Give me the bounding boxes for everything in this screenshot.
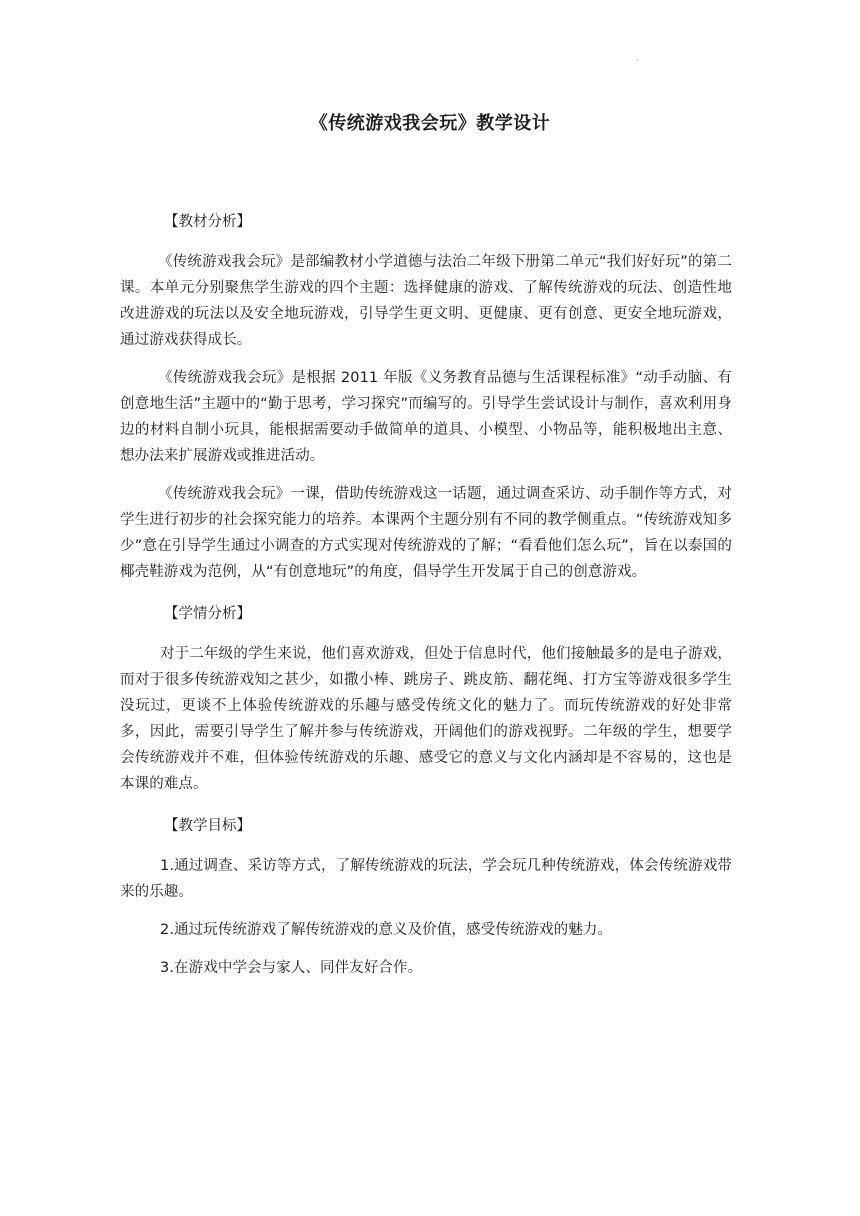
section-heading: 【教学目标】 [164,818,251,834]
body-paragraph: 对于二年级的学生来说，他们喜欢游戏，但处于信息时代，他们接触最多的是电子游戏，而对于很多传统游戏知之甚少，如撒小棒、跳房子、跳皮筋、翻花绳、打方宝等游戏很多学生没玩过，更谈不上体验传统游戏的乐趣与感受传统文化的魅力了。而玩传统游戏的好处非常多，因此，需要引导学生了解并参与传统游戏，开阔他们的游戏视野。二年级的学生，想要学会传统游戏并不难，但体验传统游戏的乐趣、感受它的意义与文化内涵却是不容易的，这也是本课的难点。 [120,646,732,792]
document-title: 《传统游戏我会玩》教学设计 [309,113,551,134]
section-heading: 【学情分析】 [164,606,251,622]
objective-item: 3.在游戏中学会与家人、同伴友好合作。 [160,960,423,976]
page-mark: · [636,56,639,65]
document-body [120,205,732,993]
section-student-analysis [120,597,732,797]
objective-item: 2.通过玩传统游戏了解传统游戏的意义及价值，感受传统游戏的魅力。 [160,922,613,938]
body-paragraph: 《传统游戏我会玩》一课，借助传统游戏这一话题，通过调查采访、动手制作等方式，对学生进行初步的社会探究能力的培养。本课两个主题分别有不同的教学侧重点。“传统游戏知多少”意在引导学生通过小调查的方式实现对传统游戏的了解；“看看他们怎么玩”，旨在以泰国的椰壳鞋游戏为范例，从“有创意地玩”的角度，倡导学生开发属于自己的创意游戏。 [120,486,732,580]
section-textbook-analysis [120,205,732,585]
objective-item: 1.通过调查、采访等方式，了解传统游戏的玩法，学会玩几种传统游戏，体会传统游戏带来的乐趣。 [120,858,732,900]
body-paragraph: 《传统游戏我会玩》是根据 2011 年版《义务教育品德与生活课程标准》“动手动脑、有创意地生活”主题中的“勤于思考，学习探究”而编写的。引导学生尝试设计与制作，喜欢利用身边的材料自制小玩具，能根据需要动手做简单的道具、小模型、小物品等，能积极地出主意、想办法来扩展游戏或推进活动。 [120,370,732,464]
section-heading: 【教材分析】 [164,214,251,230]
section-teaching-objectives [120,809,732,981]
body-paragraph: 《传统游戏我会玩》是部编教材小学道德与法治二年级下册第二单元“我们好好玩”的第二课。本单元分别聚焦学生游戏的四个主题：选择健康的游戏、了解传统游戏的玩法、创造性地改进游戏的玩法以及安全地玩游戏，引导学生更文明、更健康、更有创意、更安全地玩游戏，通过游戏获得成长。 [120,254,732,348]
